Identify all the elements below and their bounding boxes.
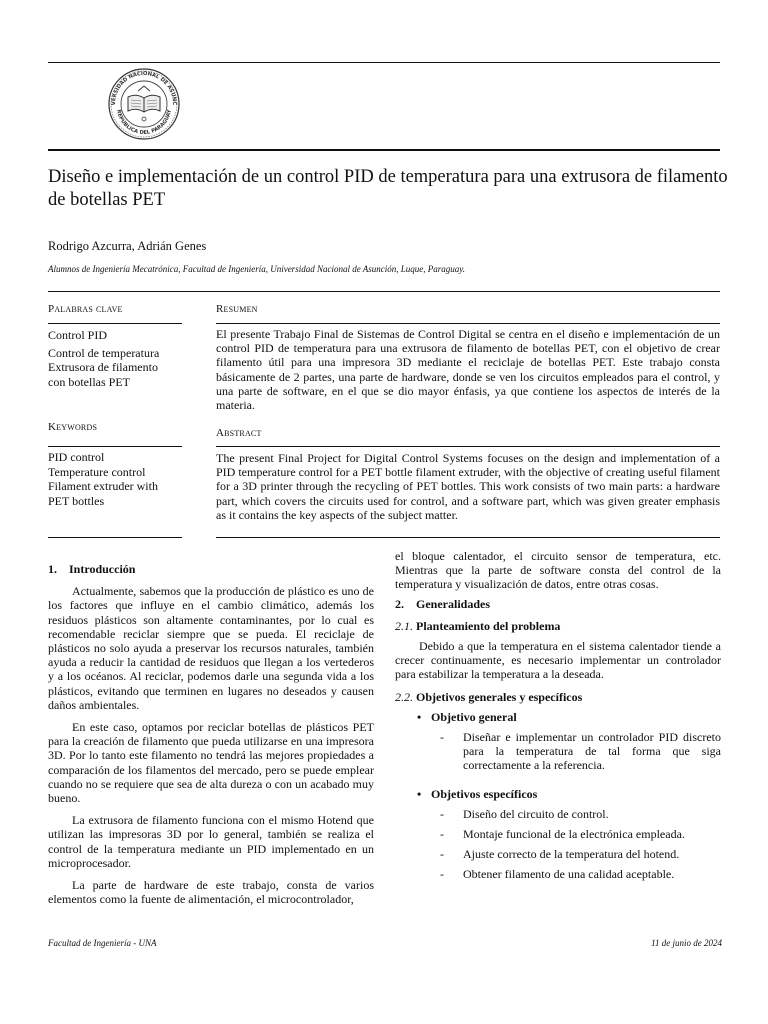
body-paragraph: En este caso, optamos por reciclar botellas de plásticos PET para la creación de filamento que pueda utilizarse en una impresora 3D. Por lo tanto este filamento no tendrá las mejores propiedades a comparación de los filamentos del mercado, pero se puede emplear cuando no se requiere que sea de alta dureza o con un acabado muy bueno.	[48, 720, 374, 806]
subsection-number: 2.2.	[395, 689, 413, 704]
meta-top-rule	[48, 291, 720, 292]
subsection-heading-objetivos	[395, 690, 721, 704]
list-item: - Diseñar e implementar un controlador PID discreto para la temperatura de tal forma que siga correctamente a la referencia.	[395, 730, 721, 773]
keyword-item: Control PID	[48, 328, 108, 342]
university-seal	[105, 67, 183, 141]
resumen-text: El presente Trabajo Final de Sistemas de Control Digital se centra en el diseño e implementación de un control PID de temperatura para una extrusora de filamento de botellas PET, con el objetivo de crear filamento útil para una impresora 3D mediante el reciclaje de botellas PET. Este trabajo consta básicamente de 2 partes, una parte de hardware, donde se ven los circuitos empleados para el control, y una parte de software, en el que se dio mayor énfasis, ya que contiene los aspectos de interés de la materia.	[216, 327, 720, 413]
footer-right: 11 de junio de 2024	[651, 938, 722, 948]
keywords-es-rule	[48, 323, 182, 324]
authors: Rodrigo Azcurra, Adrián Genes	[48, 239, 207, 253]
keyword-item: Filament extruder with	[48, 479, 158, 493]
abstract-heading: Abstract	[216, 427, 262, 439]
subsection-title: Planteamiento del problema	[416, 618, 561, 633]
keyword-item: con botellas PET	[48, 374, 130, 389]
subsection-heading-planteamiento	[395, 619, 721, 633]
abstract-bottom-rule	[216, 537, 720, 538]
paper-title: Diseño e implementación de un control PID de temperatura para una extrusora de filamento de botellas PET	[48, 167, 728, 210]
keyword-item: Temperature control	[48, 464, 146, 479]
keyword-item: PID control	[48, 450, 105, 464]
abstract-rule	[216, 446, 720, 447]
keywords-es-list	[48, 328, 188, 389]
section-heading-generalidades: 2. Generalidades	[395, 596, 490, 611]
affiliation: Alumnos de Ingeniería Mecatrónica, Facultad de Ingeniería, Universidad Nacional de Asunción, Luque, Paraguay.	[48, 264, 466, 274]
keyword-item: Control de temperatura	[48, 345, 160, 360]
resumen-rule	[216, 323, 720, 324]
keywords-en-heading: Keywords	[48, 421, 98, 433]
abstract-text: The present Final Project for Digital Control Systems focuses on the design and implementation of a PID temperature control for a PET bottle filament extruder, with the objective of creating useful filament for a 3D printer through the recycling of PET bottles. This work consists of two main parts: a hardware part, which covers the circuits used for control, and a software part, which was given greater emphasis as it contains the key aspects of the subject matter.	[216, 451, 720, 522]
body-paragraph: La extrusora de filamento funciona con el mismo Hotend que utilizan las impresoras 3D por lo general, también se realiza el control de la temperatura mediante un PID implementado en un microprocesador.	[48, 813, 374, 870]
keyword-item: PET bottles	[48, 493, 105, 508]
resumen-heading: Resumen	[216, 303, 258, 315]
header-rule	[48, 149, 720, 151]
body-paragraph: Actualmente, sabemos que la producción de plástico es uno de los factores que influye en el cambio climático, además los residuos plásticos son altamente contaminantes, por lo cual es recomendable reciclar siempre que se pueda. El reciclaje de plásticos no solo ayuda a preservar los recursos naturales, también ayuda a reducir la cantidad de residuos que llegan a los vertederos y a los océanos. Al reciclar, podemos darle una segunda vida a los plásticos, evitando que terminen en lugares no deseados y causen daños ambientales.	[48, 584, 374, 712]
seal-top-text: VERSIDAD NACIONAL DE ASUNC	[110, 70, 178, 106]
subsection-title: Objetivos generales y específicos	[416, 689, 583, 704]
body-left-column	[48, 562, 374, 914]
list-item: - Diseño del circuito de control.	[395, 807, 721, 821]
keywords-bottom-rule	[48, 537, 182, 538]
body-paragraph: Debido a que la temperatura en el sistema calentador tiende a crecer continuamente, es necesario implementar un controlador para estabilizar la temperatura a la deseada.	[395, 639, 721, 682]
body-paragraph-continuation: el bloque calentador, el circuito sensor de temperatura, etc. Mientras que la parte de software consta del control de la temperatura y visualización de datos, entre otras cosas.	[395, 549, 721, 592]
bullet-objetivo-general: • Objetivo general	[395, 710, 721, 724]
footer-left: Facultad de Ingeniería - UNA	[48, 938, 157, 948]
keyword-item: Extrusora de filamento	[48, 360, 158, 374]
keywords-en-rule	[48, 446, 182, 447]
body-right-column	[395, 549, 721, 888]
keywords-en-list	[48, 450, 188, 508]
subsection-number: 2.1.	[395, 618, 413, 633]
list-item: - Montaje funcional de la electrónica empleada.	[395, 827, 721, 841]
keywords-es-heading: Palabras clave	[48, 303, 123, 315]
section-heading-introduccion: 1. Introducción	[48, 562, 136, 576]
seal-bottom-text: REPÚBLICA DEL PARAGUAY	[115, 109, 173, 137]
body-paragraph: La parte de hardware de este trabajo, consta de varios elementos como la fuente de alimentación, el microcontrolador,	[48, 878, 374, 907]
top-rule	[48, 62, 720, 63]
bullet-objetivos-especificos: • Objetivos específicos	[395, 787, 721, 801]
list-item: - Ajuste correcto de la temperatura del hotend.	[395, 847, 721, 861]
list-item: - Obtener filamento de una calidad aceptable.	[395, 867, 721, 881]
